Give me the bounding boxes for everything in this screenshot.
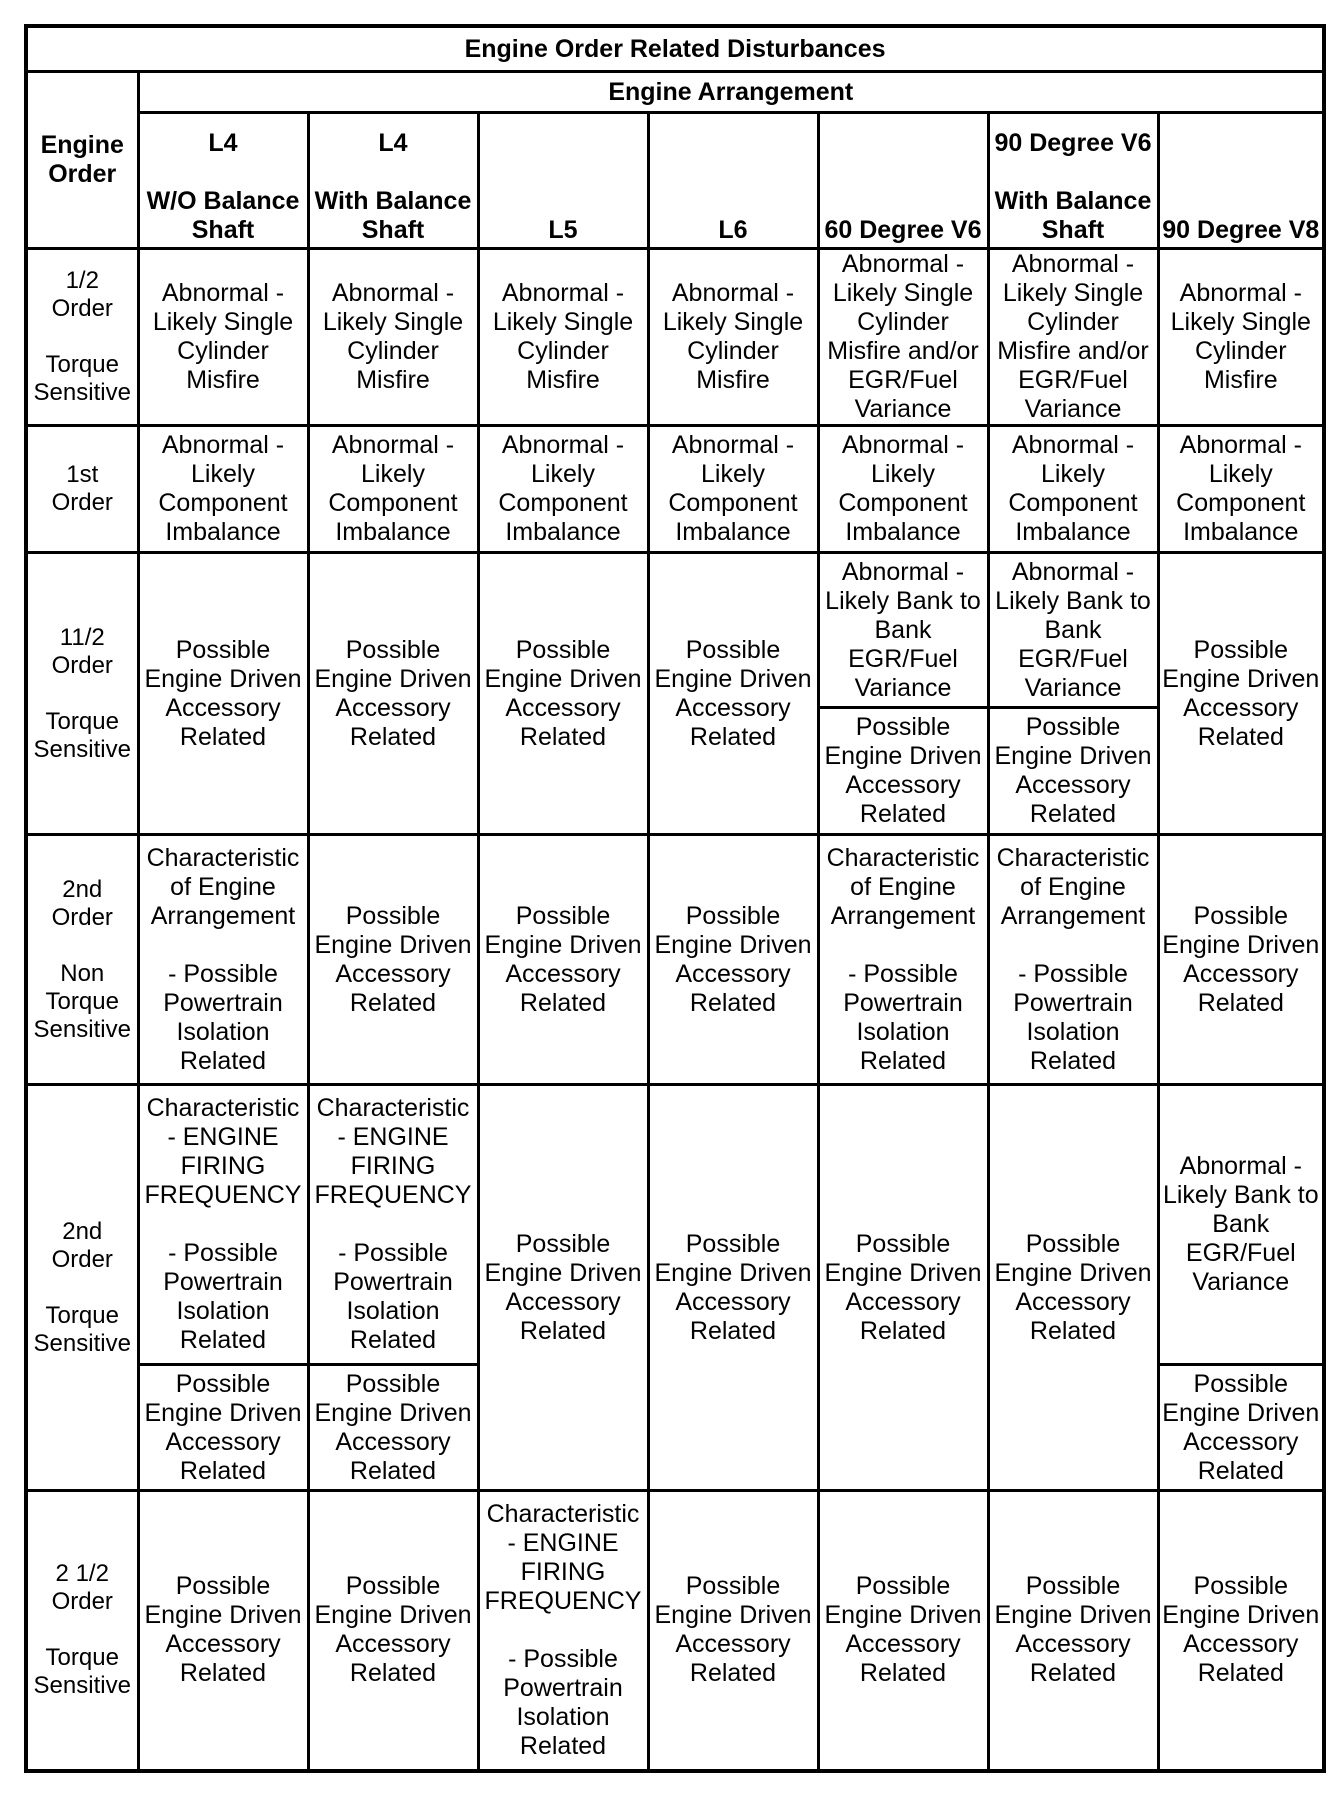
- table-cell: Abnormal - Likely Single Cylinder Misfire: [648, 249, 818, 426]
- column-header-90-degree-v8: 90 Degree V8: [1158, 113, 1324, 249]
- table-cell: Abnormal - Likely Bank to Bank EGR/Fuel Variance: [1158, 1085, 1324, 1365]
- table-cell: Possible Engine Driven Accessory Related: [308, 835, 478, 1085]
- table-cell: Possible Engine Driven Accessory Related: [988, 708, 1158, 835]
- table-cell: Possible Engine Driven Accessory Related: [1158, 835, 1324, 1085]
- table-cell: Possible Engine Driven Accessory Related: [478, 1085, 648, 1491]
- table-cell: Abnormal - Likely Single Cylinder Misfire: [138, 249, 308, 426]
- table-cell: Possible Engine Driven Accessory Related: [988, 1085, 1158, 1491]
- table-cell: Possible Engine Driven Accessory Related: [478, 835, 648, 1085]
- table-cell: Possible Engine Driven Accessory Related: [1158, 1491, 1324, 1771]
- row-header-two-and-half-order: 2 1/2 Order Torque Sensitive: [26, 1491, 138, 1771]
- table-cell: Possible Engine Driven Accessory Related: [648, 835, 818, 1085]
- table-cell: Characteristic - ENGINE FIRING FREQUENCY - Possible Powertrain Isolation Related: [308, 1085, 478, 1365]
- row-header-half-order: 1/2 Order Torque Sensitive: [26, 249, 138, 426]
- table-cell: Abnormal - Likely Single Cylinder Misfire: [478, 249, 648, 426]
- column-header-l5: L5: [478, 113, 648, 249]
- table-cell: Possible Engine Driven Accessory Related: [648, 1085, 818, 1491]
- column-header-90-degree-v6: 90 Degree V6 With Balance Shaft: [988, 113, 1158, 249]
- column-header-l4-with-balance: L4 With Balance Shaft: [308, 113, 478, 249]
- table-cell: Possible Engine Driven Accessory Related: [138, 1365, 308, 1491]
- table-cell: Abnormal - Likely Component Imbalance: [308, 426, 478, 553]
- table-cell: Possible Engine Driven Accessory Related: [138, 553, 308, 835]
- column-header-60-degree-v6: 60 Degree V6: [818, 113, 988, 249]
- table-cell: Characteristic - ENGINE FIRING FREQUENCY - Possible Powertrain Isolation Related: [478, 1491, 648, 1771]
- column-header-l6: L6: [648, 113, 818, 249]
- table-cell: Abnormal - Likely Component Imbalance: [1158, 426, 1324, 553]
- table-cell: Possible Engine Driven Accessory Related: [648, 553, 818, 835]
- engine-arrangement-header: Engine Arrangement: [138, 72, 1324, 113]
- row-header-first-order: 1st Order: [26, 426, 138, 553]
- engine-order-table: [24, 24, 1326, 1773]
- table-cell: Abnormal - Likely Bank to Bank EGR/Fuel Variance: [988, 553, 1158, 708]
- table-cell: Abnormal - Likely Single Cylinder Misfire and/or EGR/Fuel Variance: [988, 249, 1158, 426]
- table-cell: Possible Engine Driven Accessory Related: [478, 553, 648, 835]
- row-header-second-order-non-torque: 2nd Order Non Torque Sensitive: [26, 835, 138, 1085]
- table-cell: Characteristic of Engine Arrangement - Possible Powertrain Isolation Related: [818, 835, 988, 1085]
- table-cell: Abnormal - Likely Single Cylinder Misfire: [1158, 249, 1324, 426]
- row-header-one-and-half-order: 11/2 Order Torque Sensitive: [26, 553, 138, 835]
- table-title: Engine Order Related Disturbances: [26, 26, 1324, 72]
- table-cell: Abnormal - Likely Bank to Bank EGR/Fuel Variance: [818, 553, 988, 708]
- engine-order-header: Engine Order: [26, 72, 138, 249]
- table-cell: Possible Engine Driven Accessory Related: [818, 708, 988, 835]
- table-cell: Abnormal - Likely Component Imbalance: [988, 426, 1158, 553]
- table-cell: Characteristic of Engine Arrangement - Possible Powertrain Isolation Related: [988, 835, 1158, 1085]
- column-header-l4-wo-balance: L4 W/O Balance Shaft: [138, 113, 308, 249]
- table-cell: Abnormal - Likely Component Imbalance: [138, 426, 308, 553]
- table-cell: Possible Engine Driven Accessory Related: [308, 1491, 478, 1771]
- table-cell: Abnormal - Likely Component Imbalance: [818, 426, 988, 553]
- table-cell: Characteristic - ENGINE FIRING FREQUENCY - Possible Powertrain Isolation Related: [138, 1085, 308, 1365]
- table-cell: Possible Engine Driven Accessory Related: [1158, 553, 1324, 835]
- table-cell: Abnormal - Likely Single Cylinder Misfire and/or EGR/Fuel Variance: [818, 249, 988, 426]
- table-cell: Possible Engine Driven Accessory Related: [138, 1491, 308, 1771]
- table-cell: Possible Engine Driven Accessory Related: [988, 1491, 1158, 1771]
- table-cell: Characteristic of Engine Arrangement - Possible Powertrain Isolation Related: [138, 835, 308, 1085]
- table-cell: Possible Engine Driven Accessory Related: [308, 1365, 478, 1491]
- table-cell: Abnormal - Likely Component Imbalance: [648, 426, 818, 553]
- table-cell: Possible Engine Driven Accessory Related: [648, 1491, 818, 1771]
- table-cell: Possible Engine Driven Accessory Related: [818, 1085, 988, 1491]
- table-cell: Possible Engine Driven Accessory Related: [818, 1491, 988, 1771]
- table-cell: Abnormal - Likely Single Cylinder Misfire: [308, 249, 478, 426]
- table-cell: Possible Engine Driven Accessory Related: [1158, 1365, 1324, 1491]
- table-cell: Possible Engine Driven Accessory Related: [308, 553, 478, 835]
- table-cell: Abnormal - Likely Component Imbalance: [478, 426, 648, 553]
- row-header-second-order-torque: 2nd Order Torque Sensitive: [26, 1085, 138, 1491]
